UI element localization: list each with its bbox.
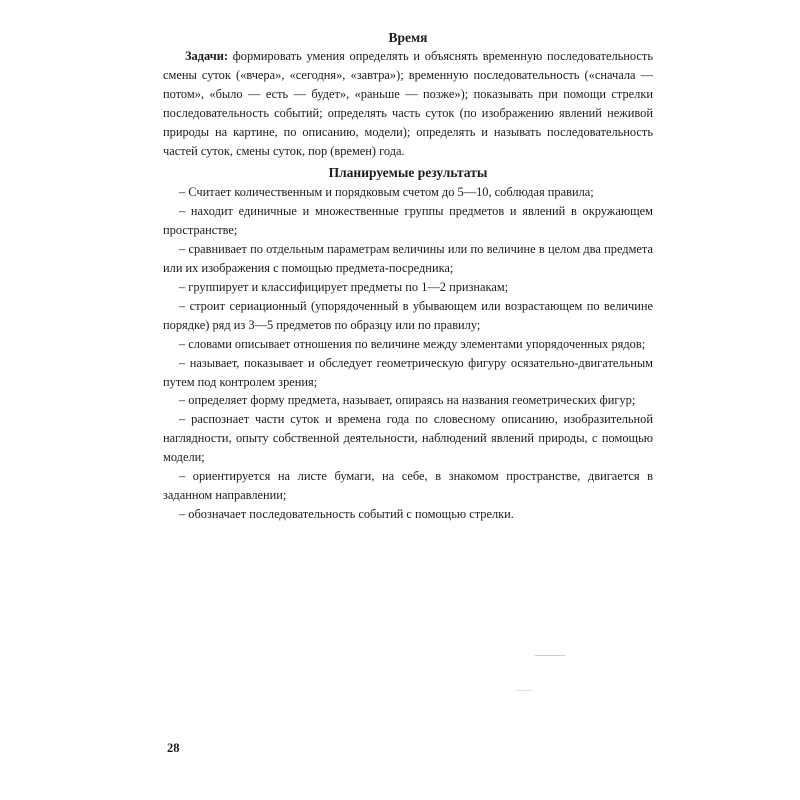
results-list — [163, 183, 653, 523]
scan-artifact — [535, 655, 565, 656]
result-item: – сравнивает по отдельным параметрам величины или по величине в целом два предмета или их изображения с помощью предмета-посредника; — [163, 242, 653, 276]
tasks-paragraph — [163, 47, 653, 160]
result-item: – находит единичные и множественные группы предметов и явлений в окружающем пространстве; — [163, 204, 653, 238]
result-item: – Считает количественным и порядковым счетом до 5—10, соблюдая правила; — [179, 185, 594, 200]
section-title: Время — [388, 30, 428, 45]
result-item: – словами описывает отношения по величине между элементами упорядоченных рядов; — [179, 336, 646, 351]
result-item: – распознает части суток и времена года по словесному описанию, изобразительной наглядности, опыту собственной деятельности, наблюдений явлений природы, с помощью модели; — [163, 412, 653, 465]
page-number: 28 — [167, 741, 180, 755]
results-title: Планируемые результаты — [328, 165, 488, 181]
result-item: – обозначает последовательность событий с помощью стрелки. — [179, 506, 514, 521]
result-item: – называет, показывает и обследует геометрическую фигуру осязательно-двигательным путем под контролем зрения; — [163, 355, 653, 389]
result-item: – определяет форму предмета, называет, опираясь на названия геометрических фигур; — [179, 393, 636, 408]
document-page — [163, 28, 653, 524]
result-item: – строит сериационный (упорядоченный в убывающем или возрастающем по величине порядке) ряд из 3—5 предметов по образцу или по правилу; — [163, 298, 653, 332]
tasks-label: Задачи: — [185, 49, 228, 63]
scan-artifact — [515, 690, 533, 691]
result-item: – ориентируется на листе бумаги, на себе, в знакомом пространстве, двигается в заданном направлении; — [163, 469, 653, 502]
tasks-text: формировать умения определять и объяснять временную последовательность смены суток («вчера», «сегодня», «завтра»); временную последовательность («сначала — потом», «было — есть — будет», «раньше — позже»); показывать при помощи стрелки последовательность событий; определять часть суток (по изображению явлений неживой природы на картине, по описанию, модели); определять и называть последовательность частей суток, смены суток, пор (времен) года. — [163, 49, 653, 158]
result-item: – группирует и классифицирует предметы по 1—2 признакам; — [179, 279, 509, 294]
